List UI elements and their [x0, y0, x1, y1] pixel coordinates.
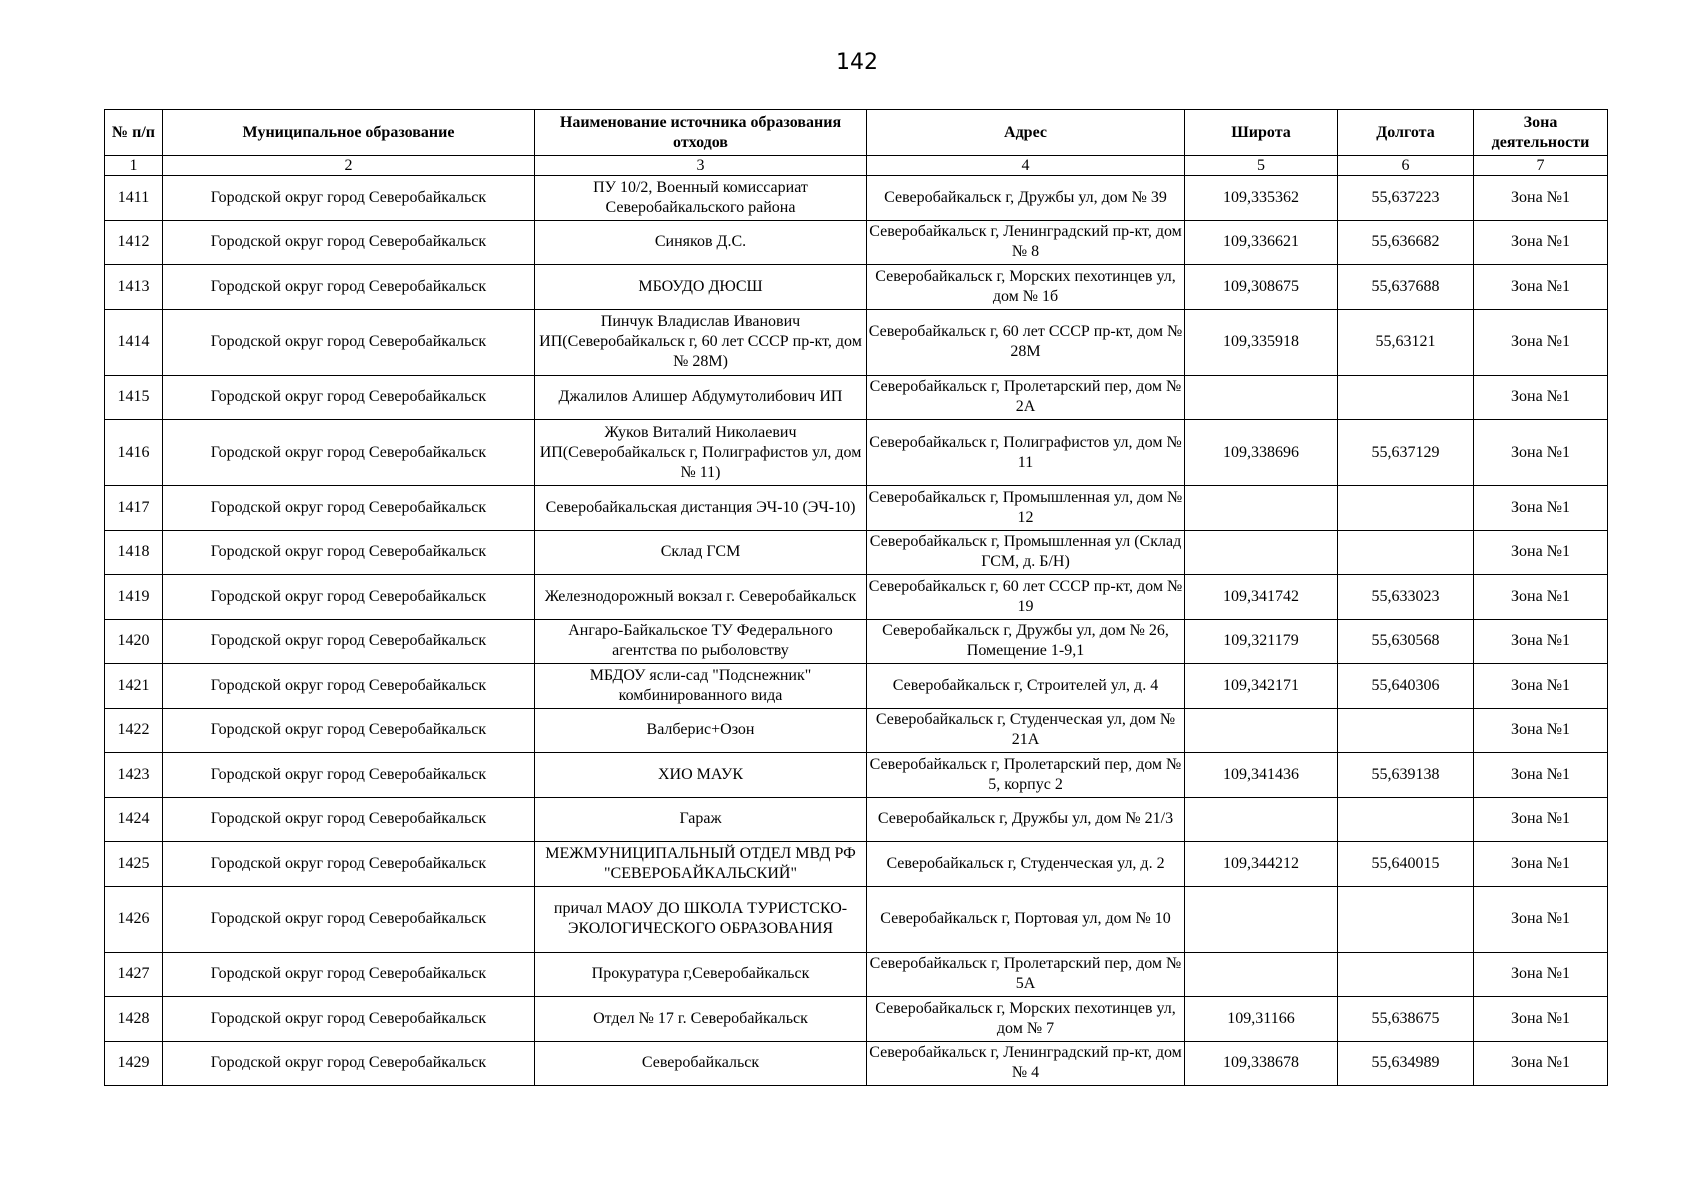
column-header: Наименование источника образования отходов	[535, 110, 867, 156]
column-header: Долгота	[1338, 110, 1474, 156]
row-number-cell: 1423	[105, 753, 163, 798]
municipality-cell: Городской округ город Северобайкальск	[163, 952, 535, 997]
municipality-cell: Городской округ город Северобайкальск	[163, 842, 535, 887]
latitude-cell: 109,335362	[1185, 176, 1338, 221]
address-cell: Северобайкальск г, Морских пехотинцев ул, дом № 1б	[867, 265, 1185, 310]
column-number: 7	[1474, 156, 1608, 176]
longitude-cell: 55,639138	[1338, 753, 1474, 798]
zone-cell: Зона №1	[1474, 530, 1608, 575]
longitude-cell: 55,633023	[1338, 575, 1474, 620]
waste-source-cell: Северобайкальск	[535, 1041, 867, 1086]
zone-cell: Зона №1	[1474, 619, 1608, 664]
waste-source-cell: Склад ГСМ	[535, 530, 867, 575]
longitude-cell	[1338, 886, 1474, 952]
address-cell: Северобайкальск г, Студенческая ул, дом № 21А	[867, 708, 1185, 753]
municipality-cell: Городской округ город Северобайкальск	[163, 1041, 535, 1086]
zone-cell: Зона №1	[1474, 997, 1608, 1042]
longitude-cell: 55,640306	[1338, 664, 1474, 709]
table-row	[105, 220, 1608, 265]
latitude-cell	[1185, 375, 1338, 420]
column-number: 5	[1185, 156, 1338, 176]
column-number: 4	[867, 156, 1185, 176]
column-number: 2	[163, 156, 535, 176]
table-row	[105, 708, 1608, 753]
zone-cell: Зона №1	[1474, 486, 1608, 531]
municipality-cell: Городской округ город Северобайкальск	[163, 797, 535, 842]
longitude-cell: 55,630568	[1338, 619, 1474, 664]
zone-cell: Зона №1	[1474, 952, 1608, 997]
row-number-cell: 1427	[105, 952, 163, 997]
table-row	[105, 664, 1608, 709]
longitude-cell	[1338, 708, 1474, 753]
longitude-cell	[1338, 530, 1474, 575]
waste-source-cell: причал МАОУ ДО ШКОЛА ТУРИСТСКО-ЭКОЛОГИЧЕСКОГО ОБРАЗОВАНИЯ	[535, 886, 867, 952]
row-number-cell: 1417	[105, 486, 163, 531]
longitude-cell	[1338, 375, 1474, 420]
table-row	[105, 486, 1608, 531]
row-number-cell: 1426	[105, 886, 163, 952]
column-header: Адрес	[867, 110, 1185, 156]
address-cell: Северобайкальск г, Морских пехотинцев ул, дом № 7	[867, 997, 1185, 1042]
zone-cell: Зона №1	[1474, 842, 1608, 887]
municipality-cell: Городской округ город Северобайкальск	[163, 309, 535, 375]
waste-source-cell: Жуков Виталий Николаевич ИП(Северобайкальск г, Полиграфистов ул, дом № 11)	[535, 420, 867, 486]
zone-cell: Зона №1	[1474, 220, 1608, 265]
longitude-cell	[1338, 797, 1474, 842]
longitude-cell: 55,637223	[1338, 176, 1474, 221]
waste-sources-table	[104, 109, 1608, 1086]
table-row	[105, 952, 1608, 997]
address-cell: Северобайкальск г, Ленинградский пр-кт, дом № 8	[867, 220, 1185, 265]
row-number-cell: 1424	[105, 797, 163, 842]
latitude-cell	[1185, 486, 1338, 531]
table-row	[105, 375, 1608, 420]
zone-cell: Зона №1	[1474, 420, 1608, 486]
longitude-cell: 55,640015	[1338, 842, 1474, 887]
longitude-cell	[1338, 952, 1474, 997]
address-cell: Северобайкальск г, Полиграфистов ул, дом № 11	[867, 420, 1185, 486]
zone-cell: Зона №1	[1474, 708, 1608, 753]
zone-cell: Зона №1	[1474, 375, 1608, 420]
address-cell: Северобайкальск г, Пролетарский пер, дом № 5А	[867, 952, 1185, 997]
table-row	[105, 997, 1608, 1042]
row-number-cell: 1419	[105, 575, 163, 620]
zone-cell: Зона №1	[1474, 664, 1608, 709]
table-row	[105, 1041, 1608, 1086]
row-number-cell: 1411	[105, 176, 163, 221]
zone-cell: Зона №1	[1474, 753, 1608, 798]
waste-source-cell: Пинчук Владислав Иванович ИП(Северобайкальск г, 60 лет СССР пр-кт, дом № 28М)	[535, 309, 867, 375]
zone-cell: Зона №1	[1474, 575, 1608, 620]
address-cell: Северобайкальск г, Дружбы ул, дом № 21/3	[867, 797, 1185, 842]
table-row	[105, 309, 1608, 375]
page-number: 142	[836, 50, 878, 75]
column-header: Широта	[1185, 110, 1338, 156]
longitude-cell: 55,63121	[1338, 309, 1474, 375]
municipality-cell: Городской округ город Северобайкальск	[163, 176, 535, 221]
table-row	[105, 619, 1608, 664]
latitude-cell	[1185, 530, 1338, 575]
waste-source-cell: МБДОУ ясли-сад "Подснежник" комбинированного вида	[535, 664, 867, 709]
row-number-cell: 1413	[105, 265, 163, 310]
table-row	[105, 753, 1608, 798]
table-row	[105, 530, 1608, 575]
municipality-cell: Городской округ город Северобайкальск	[163, 220, 535, 265]
municipality-cell: Городской округ город Северобайкальск	[163, 265, 535, 310]
address-cell: Северобайкальск г, 60 лет СССР пр-кт, дом № 19	[867, 575, 1185, 620]
zone-cell: Зона №1	[1474, 176, 1608, 221]
latitude-cell: 109,321179	[1185, 619, 1338, 664]
municipality-cell: Городской округ город Северобайкальск	[163, 664, 535, 709]
municipality-cell: Городской округ город Северобайкальск	[163, 575, 535, 620]
address-cell: Северобайкальск г, Строителей ул, д. 4	[867, 664, 1185, 709]
row-number-cell: 1414	[105, 309, 163, 375]
waste-source-cell: Железнодорожный вокзал г. Северобайкальск	[535, 575, 867, 620]
waste-source-cell: Синяков Д.С.	[535, 220, 867, 265]
row-number-cell: 1428	[105, 997, 163, 1042]
table-row	[105, 886, 1608, 952]
municipality-cell: Городской округ город Северобайкальск	[163, 886, 535, 952]
column-number: 1	[105, 156, 163, 176]
column-number: 6	[1338, 156, 1474, 176]
zone-cell: Зона №1	[1474, 265, 1608, 310]
address-cell: Северобайкальск г, Дружбы ул, дом № 39	[867, 176, 1185, 221]
table-row	[105, 265, 1608, 310]
row-number-cell: 1412	[105, 220, 163, 265]
longitude-cell: 55,637129	[1338, 420, 1474, 486]
column-number-row	[105, 156, 1608, 176]
latitude-cell: 109,336621	[1185, 220, 1338, 265]
waste-source-cell: Отдел № 17 г. Северобайкальск	[535, 997, 867, 1042]
address-cell: Северобайкальск г, Промышленная ул (Склад ГСМ, д. Б/Н)	[867, 530, 1185, 575]
table-row	[105, 575, 1608, 620]
waste-source-cell: Северобайкальская дистанция ЭЧ-10 (ЭЧ-10)	[535, 486, 867, 531]
latitude-cell	[1185, 886, 1338, 952]
zone-cell: Зона №1	[1474, 309, 1608, 375]
latitude-cell: 109,338678	[1185, 1041, 1338, 1086]
address-cell: Северобайкальск г, Дружбы ул, дом № 26, Помещение 1-9,1	[867, 619, 1185, 664]
latitude-cell: 109,341436	[1185, 753, 1338, 798]
municipality-cell: Городской округ город Северобайкальск	[163, 708, 535, 753]
municipality-cell: Городской округ город Северобайкальск	[163, 530, 535, 575]
address-cell: Северобайкальск г, Портовая ул, дом № 10	[867, 886, 1185, 952]
latitude-cell: 109,31166	[1185, 997, 1338, 1042]
address-cell: Северобайкальск г, Студенческая ул, д. 2	[867, 842, 1185, 887]
row-number-cell: 1429	[105, 1041, 163, 1086]
municipality-cell: Городской округ город Северобайкальск	[163, 997, 535, 1042]
latitude-cell: 109,338696	[1185, 420, 1338, 486]
waste-source-cell: Валберис+Озон	[535, 708, 867, 753]
waste-source-cell: МБОУДО ДЮСШ	[535, 265, 867, 310]
column-number: 3	[535, 156, 867, 176]
longitude-cell: 55,637688	[1338, 265, 1474, 310]
latitude-cell: 109,341742	[1185, 575, 1338, 620]
municipality-cell: Городской округ город Северобайкальск	[163, 375, 535, 420]
waste-source-cell: ХИО МАУК	[535, 753, 867, 798]
latitude-cell: 109,344212	[1185, 842, 1338, 887]
latitude-cell: 109,342171	[1185, 664, 1338, 709]
row-number-cell: 1418	[105, 530, 163, 575]
waste-source-cell: Гараж	[535, 797, 867, 842]
row-number-cell: 1415	[105, 375, 163, 420]
table-row	[105, 842, 1608, 887]
table-row	[105, 797, 1608, 842]
waste-source-cell: ПУ 10/2, Военный комиссариат Северобайкальского района	[535, 176, 867, 221]
column-header: № п/п	[105, 110, 163, 156]
header-row	[105, 110, 1608, 156]
column-header: Зона деятельности	[1474, 110, 1608, 156]
zone-cell: Зона №1	[1474, 1041, 1608, 1086]
table-row	[105, 176, 1608, 221]
longitude-cell: 55,638675	[1338, 997, 1474, 1042]
address-cell: Северобайкальск г, Пролетарский пер, дом № 5, корпус 2	[867, 753, 1185, 798]
latitude-cell	[1185, 797, 1338, 842]
longitude-cell: 55,636682	[1338, 220, 1474, 265]
row-number-cell: 1420	[105, 619, 163, 664]
row-number-cell: 1421	[105, 664, 163, 709]
latitude-cell	[1185, 952, 1338, 997]
zone-cell: Зона №1	[1474, 886, 1608, 952]
zone-cell: Зона №1	[1474, 797, 1608, 842]
longitude-cell: 55,634989	[1338, 1041, 1474, 1086]
address-cell: Северобайкальск г, Промышленная ул, дом № 12	[867, 486, 1185, 531]
row-number-cell: 1416	[105, 420, 163, 486]
row-number-cell: 1425	[105, 842, 163, 887]
address-cell: Северобайкальск г, 60 лет СССР пр-кт, дом № 28М	[867, 309, 1185, 375]
municipality-cell: Городской округ город Северобайкальск	[163, 619, 535, 664]
waste-source-cell: Джалилов Алишер Абдумутолибович ИП	[535, 375, 867, 420]
waste-source-cell: Ангаро-Байкальское ТУ Федерального агентства по рыболовству	[535, 619, 867, 664]
table-row	[105, 420, 1608, 486]
longitude-cell	[1338, 486, 1474, 531]
latitude-cell	[1185, 708, 1338, 753]
municipality-cell: Городской округ город Северобайкальск	[163, 753, 535, 798]
latitude-cell: 109,335918	[1185, 309, 1338, 375]
column-header: Муниципальное образование	[163, 110, 535, 156]
table-body	[105, 176, 1608, 1086]
address-cell: Северобайкальск г, Пролетарский пер, дом № 2А	[867, 375, 1185, 420]
row-number-cell: 1422	[105, 708, 163, 753]
municipality-cell: Городской округ город Северобайкальск	[163, 486, 535, 531]
municipality-cell: Городской округ город Северобайкальск	[163, 420, 535, 486]
address-cell: Северобайкальск г, Ленинградский пр-кт, дом № 4	[867, 1041, 1185, 1086]
waste-source-cell: Прокуратура г,Северобайкальск	[535, 952, 867, 997]
waste-source-cell: МЕЖМУНИЦИПАЛЬНЫЙ ОТДЕЛ МВД РФ "СЕВЕРОБАЙКАЛЬСКИЙ"	[535, 842, 867, 887]
latitude-cell: 109,308675	[1185, 265, 1338, 310]
